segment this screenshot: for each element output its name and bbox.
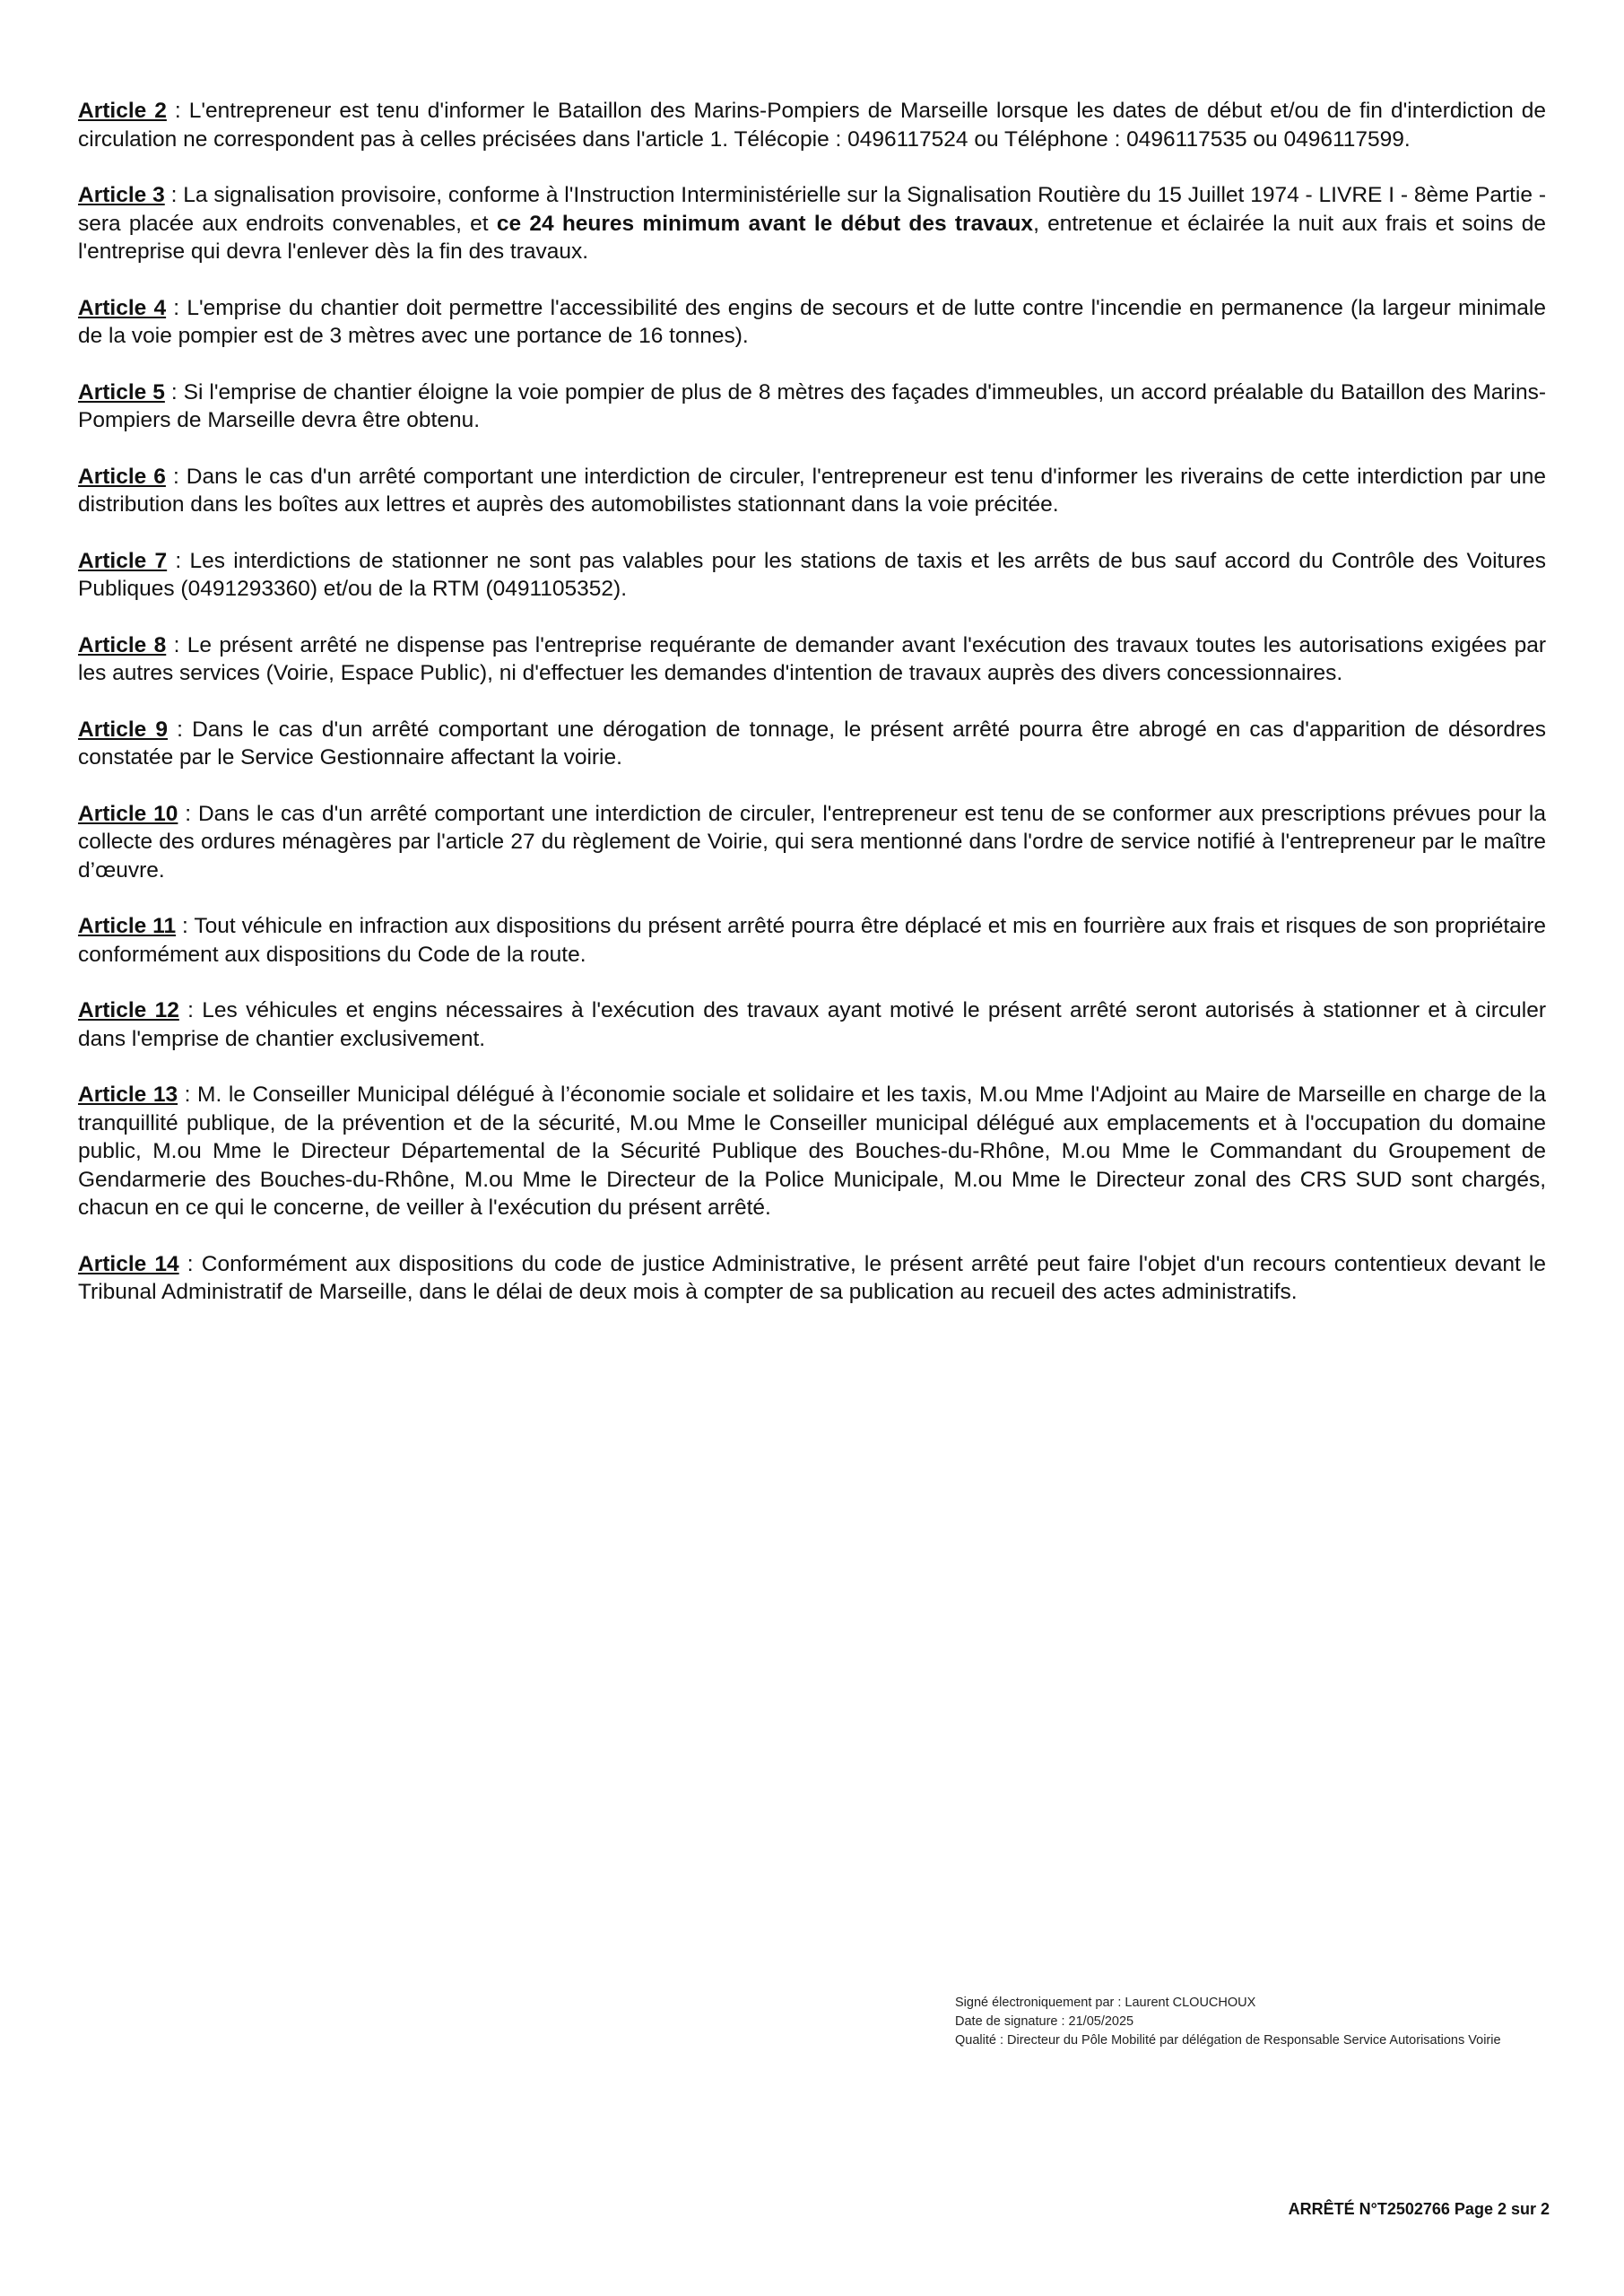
article-text: : Conformément aux dispositions du code de justice Administrative, le présent arrêté peut faire l'objet d'un recours contentieux devant le Tribunal Administratif de Marseille, dans le délai de deux mois à compter de sa publication au recueil des actes administratifs. xyxy=(78,1251,1546,1304)
article-9 xyxy=(78,716,1546,772)
article-8 xyxy=(78,631,1546,688)
article-4 xyxy=(78,294,1546,351)
article-label: Article 4 xyxy=(78,295,167,320)
article-text: : Le présent arrêté ne dispense pas l'entreprise requérante de demander avant l'exécution des travaux toutes les autorisations exigées par les autres services (Voirie, Espace Public), ni d'effectuer les demandes d'intention de travaux auprès des divers concessionnaires. xyxy=(78,632,1546,685)
article-text: : L'entrepreneur est tenu d'informer le Bataillon des Marins-Pompiers de Marseille lorsque les dates de début et/ou de fin d'interdiction de circulation ne correspondent pas à celles précisées dans l'article 1. Télécopie : 0496117524 ou Téléphone : 0496117535 ou 0496117599. xyxy=(78,99,1547,152)
article-label: Article 11 xyxy=(78,914,177,938)
electronic-signature-block xyxy=(955,1994,1501,2050)
article-6 xyxy=(78,463,1546,519)
article-text: : M. le Conseiller Municipal délégué à l’économie sociale et solidaire et les taxis, M.ou Mme l'Adjoint au Maire de Marseille en charge de la tranquillité publique, de la prévention et de la sécurité, M.ou Mme le Conseiller municipal délégué aux emplacements et à l'occupation du domaine public, M.ou Mme le Directeur Départemental de la Sécurité Publique des Bouches-du-Rhône, M.ou Mme le Commandant du Groupement de Gendarmerie des Bouches-du-Rhône, M.ou Mme le Directeur de la Police Municipale, M.ou Mme le Directeur zonal des CRS SUD sont chargés, chacun en ce qui le concerne, de veiller à l'exécution du présent arrêté. xyxy=(78,1083,1546,1220)
article-label: Article 10 xyxy=(78,801,178,826)
article-7 xyxy=(78,547,1546,604)
article-label: Article 8 xyxy=(78,632,167,657)
article-label: Article 7 xyxy=(78,548,168,573)
article-label: Article 13 xyxy=(78,1083,178,1107)
signature-date-line: Date de signature : 21/05/2025 xyxy=(955,2014,1134,2029)
article-text: : Les véhicules et engins nécessaires à l'exécution des travaux ayant motivé le présent arrêté seront autorisés à stationner et à circuler dans l'emprise de chantier exclusivement. xyxy=(78,998,1547,1051)
article-text-emphasis: ce 24 heures minimum avant le début des travaux xyxy=(496,211,1034,236)
article-label: Article 14 xyxy=(78,1251,179,1276)
article-text: : L'emprise du chantier doit permettre l'accessibilité des engins de secours et de lutte contre l'incendie en permanence (la largeur minimale de la voie pompier est de 3 mètres avec une portance de 16 tonnes). xyxy=(78,295,1546,348)
article-3 xyxy=(78,181,1546,266)
article-label: Article 5 xyxy=(78,379,165,404)
article-2 xyxy=(78,97,1546,153)
article-text: : Dans le cas d'un arrêté comportant une dérogation de tonnage, le présent arrêté pourra être abrogé en cas d'apparition de désordres constatée par le Service Gestionnaire affectant la voirie. xyxy=(78,717,1547,770)
document-body xyxy=(78,97,1546,1335)
article-label: Article 3 xyxy=(78,183,165,207)
article-11 xyxy=(78,912,1546,969)
article-text: : Dans le cas d'un arrêté comportant une interdiction de circuler, l'entrepreneur est tenu d'informer les riverains de cette interdiction par une distribution dans les boîtes aux lettres et auprès des automobilistes stationnant dans la voie précitée. xyxy=(78,464,1546,517)
article-5 xyxy=(78,378,1546,435)
article-label: Article 12 xyxy=(78,998,179,1022)
page-footer-reference: ARRÊTÉ N°T2502766 Page 2 sur 2 xyxy=(1288,2200,1550,2218)
article-text: : Tout véhicule en infraction aux dispositions du présent arrêté pourra être déplacé et mis en fourrière aux frais et risques de son propriétaire conformément aux dispositions du Code de la route. xyxy=(78,914,1546,967)
article-14 xyxy=(78,1250,1546,1307)
article-10 xyxy=(78,800,1546,885)
signer-quality-line: Qualité : Directeur du Pôle Mobilité par délégation de Responsable Service Autorisations Voirie xyxy=(955,2033,1501,2048)
article-text: , entretenue et éclairée la nuit aux frais et soins de l'entreprise qui devra l'enlever dès la fin des travaux. xyxy=(78,211,1546,264)
article-text: : Dans le cas d'un arrêté comportant une interdiction de circuler, l'entrepreneur est tenu de se conformer aux prescriptions prévues pour la collecte des ordures ménagères par l'article 27 du règlement de Voirie, qui sera mentionné dans l'ordre de service notifié à l'entrepreneur par le maître d’œuvre. xyxy=(78,801,1546,883)
article-text: : Si l'emprise de chantier éloigne la voie pompier de plus de 8 mètres des façades d'immeubles, un accord préalable du Bataillon des Marins-Pompiers de Marseille devra être obtenu. xyxy=(78,379,1546,432)
article-text: : La signalisation provisoire, conforme à l'Instruction Interministérielle sur la Signalisation Routière du 15 Juillet 1974 - LIVRE I - 8ème Partie - sera placée aux endroits convenables, et xyxy=(78,183,1547,236)
article-13 xyxy=(78,1081,1546,1222)
article-label: Article 2 xyxy=(78,99,167,123)
article-text: : Les interdictions de stationner ne sont pas valables pour les stations de taxis et les arrêts de bus sauf accord du Contrôle des Voitures Publiques (0491293360) et/ou de la RTM (0491105352). xyxy=(78,548,1547,601)
article-12 xyxy=(78,996,1546,1053)
signed-by-line: Signé électroniquement par : Laurent CLOUCHOUX xyxy=(955,1996,1256,2010)
article-label: Article 9 xyxy=(78,717,169,742)
article-label: Article 6 xyxy=(78,464,166,489)
